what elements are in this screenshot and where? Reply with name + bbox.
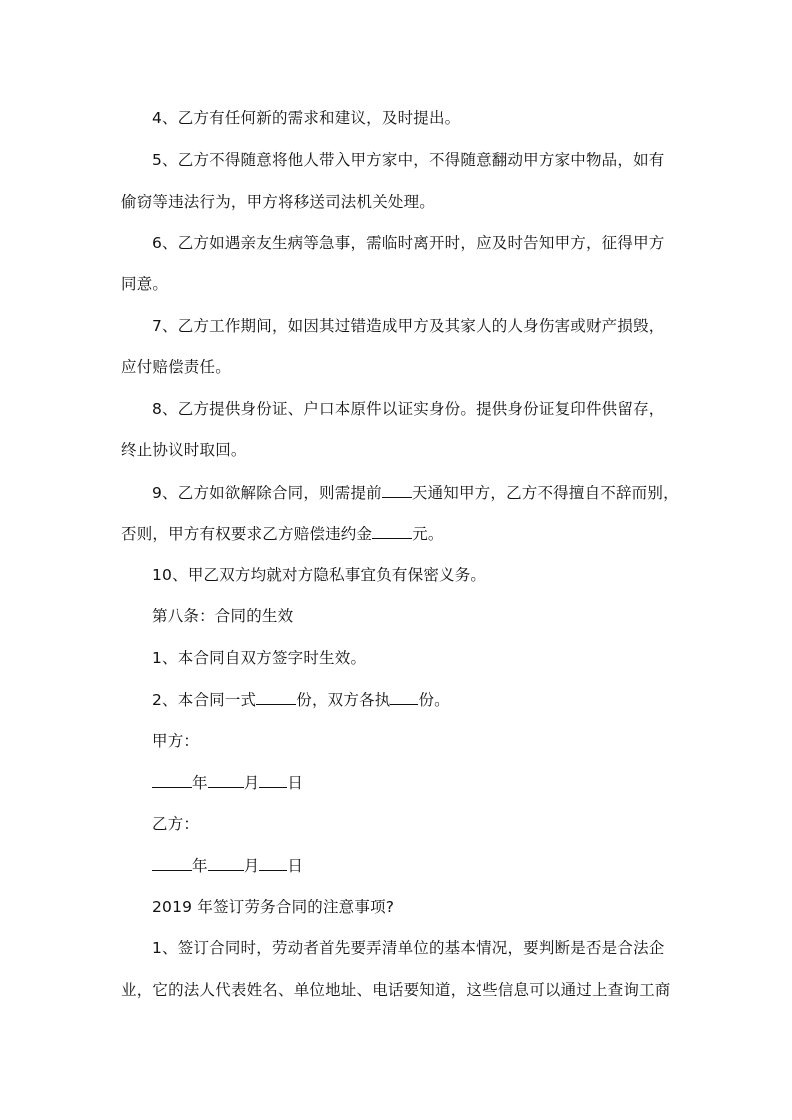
party-b-label: 乙方：: [152, 815, 200, 833]
clause-9-text-d: 元。: [412, 525, 444, 543]
party-b-date: [152, 855, 303, 876]
clause-7-line2: 应付赔偿责任。: [121, 358, 231, 376]
party-a-date: [152, 772, 303, 793]
clause-6-line2: 同意。: [121, 275, 169, 293]
party-b-year-blank[interactable]: [152, 855, 192, 871]
clause-4: 4、乙方有任何新的需求和建议，及时提出。: [152, 109, 461, 127]
party-a-month-blank[interactable]: [208, 772, 244, 788]
notice-days-blank[interactable]: [382, 482, 412, 498]
party-b-month-blank[interactable]: [208, 855, 244, 871]
party-a-day-blank[interactable]: [259, 772, 287, 788]
month-label: 月: [243, 774, 260, 792]
day-label: 日: [287, 774, 304, 792]
month-label: 月: [243, 857, 260, 875]
clause-9-text-b: 天通知甲方，乙方不得擅自不辞而别，: [411, 484, 679, 502]
notes-1-line2: 业，它的法人代表姓名、单位地址、电话要知道，这些信息可以通过上查询工商: [121, 981, 671, 999]
penalty-amount-blank[interactable]: [372, 523, 412, 539]
clause-9-text-c: 否则，甲方有权要求乙方赔偿违约金: [121, 525, 373, 543]
clause-9-line1: [152, 482, 679, 503]
item-2-text-c: 份。: [418, 691, 450, 709]
article-8-item-2: [152, 689, 450, 710]
item-2-text-b: 份，双方各执: [296, 691, 391, 709]
clause-8-line2: 终止协议时取回。: [121, 441, 247, 459]
notes-1-line1: 1、签订合同时，劳动者首先要弄清单位的基本情况，要判断是否是合法企: [152, 939, 665, 957]
year-label: 年: [192, 857, 208, 875]
party-a-label: 甲方：: [152, 732, 200, 750]
clause-9-line2: [121, 523, 444, 544]
clause-7-line1: 7、乙方工作期间，如因其过错造成甲方及其家人的人身伤害或财产损毁，: [152, 317, 665, 335]
article-8-item-1: 1、本合同自双方签字时生效。: [152, 649, 367, 667]
notes-title: 2019 年签订劳务合同的注意事项?: [152, 898, 395, 916]
party-b-day-blank[interactable]: [259, 855, 287, 871]
day-label: 日: [287, 857, 304, 875]
clause-9-text-a: 9、乙方如欲解除合同，则需提前: [152, 484, 382, 502]
clause-8-line1: 8、乙方提供身份证、户口本原件以证实身份。提供身份证复印件供留存，: [152, 400, 665, 418]
item-2-text-a: 2、本合同一式: [152, 691, 257, 709]
party-a-year-blank[interactable]: [152, 772, 192, 788]
clause-5-line2: 偷窃等违法行为，甲方将移送司法机关处理。: [121, 193, 436, 211]
clause-10: 10、甲乙双方均就对方隐私事宜负有保密义务。: [152, 566, 487, 584]
year-label: 年: [192, 774, 208, 792]
clause-6-line1: 6、乙方如遇亲友生病等急事，需临时离开时，应及时告知甲方，征得甲方: [152, 234, 665, 252]
clause-5-line1: 5、乙方不得随意将他人带入甲方家中，不得随意翻动甲方家中物品，如有: [152, 151, 665, 169]
copies-each-blank[interactable]: [390, 689, 418, 705]
article-8-title: 第八条：合同的生效: [152, 607, 294, 625]
copies-total-blank[interactable]: [256, 689, 296, 705]
